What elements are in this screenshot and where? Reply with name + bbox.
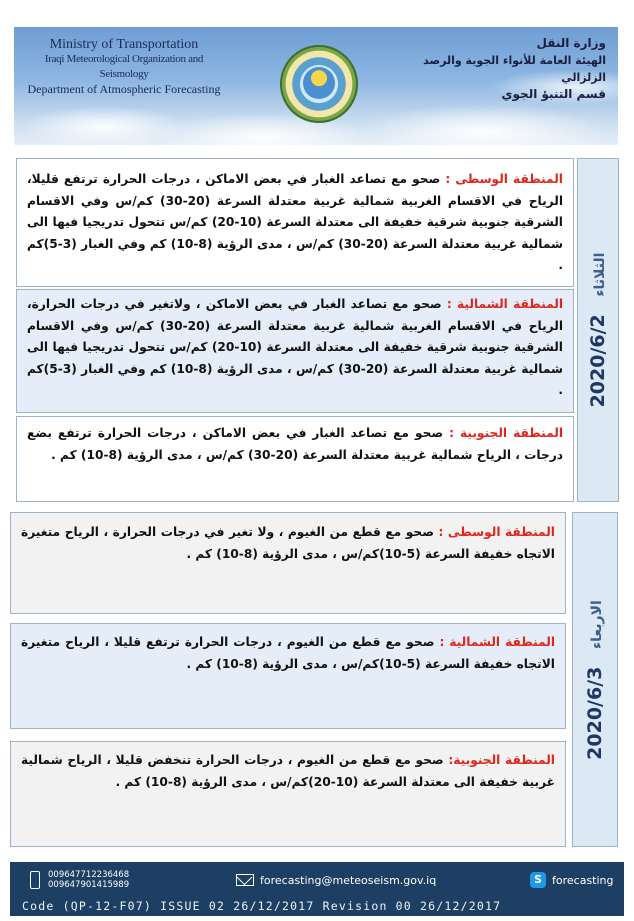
ministry-name-en: Ministry of Transportation (49, 37, 199, 52)
header-english (24, 37, 224, 97)
day2-date-label (584, 600, 606, 760)
skype-icon: S (530, 872, 546, 888)
department-name-ar: قسم التنبؤ الجوي (501, 87, 606, 101)
forecast-body: صحو مع قطع من الغيوم ، درجات الحرارة تنخفض قليلا ، الرياح شمالية غربية خفيفة الى معتدلة السرعة (10-20)كم/س ، مدى الرؤية (8-10) كم . (21, 753, 555, 789)
mail-icon (236, 874, 254, 886)
day1-date-label (587, 253, 609, 408)
region-title: المنطقة الوسطى : (445, 172, 563, 186)
document-code: Code (QP-12-F07) ISSUE 02 26/12/2017 Revision 00 26/12/2017 (22, 899, 502, 913)
day2-date: 2020/6/3 (584, 666, 606, 760)
region-title: المنطقة الجنوبية : (449, 426, 564, 440)
ministry-name-ar: وزارة النقل (536, 36, 606, 50)
forecast-text (27, 169, 563, 277)
forecast-body: صحو مع قطع من الغيوم ، درجات الحرارة ترتفع قليلا ، الرياح متغيرة الاتجاه خفيفة السرعة (5-10)كم/س ، مدى الرؤية (8-10) كم . (21, 635, 555, 671)
forecast-body: صحو مع قطع من الغيوم ، ولا تغير في درجات الحرارة ، الرياح متغيرة الاتجاه خفيفة السرعة (5-10)كم/س ، مدى الرؤية (8-10) كم . (21, 525, 555, 561)
phone-numbers (48, 870, 129, 890)
forecast-body: صحو مع تصاعد الغبار في بعض الاماكن ، درجات الحرارة ترتفع بضع درجات ، الرياح شمالية غربية معتدلة السرعة (20-30) كم/س ، مدى الرؤية (8-10) كم . (27, 426, 563, 462)
region-title: المنطقة الشمالية : (446, 297, 564, 311)
phone-number-1: 009647712236468 (48, 870, 130, 880)
day1-south-panel (16, 416, 574, 502)
forecast-text (21, 632, 555, 675)
forecast-body: صحو مع تصاعد الغبار في بعض الاماكن ، درجات الحرارة ترتفع قليلا، الرياح في الاقسام الغربية شمالية غربية معتدلة السرعة (20-30) كم/س وفي الاقسام الشرقية جنوبية شرقية خفيفة الى معتدلة السرعة (10-20) كم/س تتحول تدريجيا فيها الى شمالية غربية معتدلة السرعة (20-30) كم/س ، مدى الرؤية (8-10) كم وفي الغبار (3-5)كم . (27, 172, 564, 272)
forecast-text (27, 294, 563, 402)
forecast-text (27, 423, 563, 466)
department-name-en: Department of Atmospheric Forecasting (27, 82, 221, 96)
day1-central-panel (16, 158, 574, 287)
forecast-text (21, 750, 555, 793)
skype-handle[interactable]: forecasting (552, 874, 614, 887)
region-title: المنطقة الوسطى : (438, 525, 555, 539)
region-title: المنطقة الجنوبية: (448, 753, 555, 767)
day2-date-column (572, 512, 618, 847)
day1-date: 2020/6/2 (587, 314, 609, 408)
day1-weekday: الثلاثاء (592, 252, 608, 297)
forecast-body: صحو مع تصاعد الغبار في بعض الاماكن ، ولاتغير في درجات الحرارة، الرياح في الاقسام الغربية شمالية غربية معتدلة السرعة (20-30) كم/س وفي الاقسام الشرقية جنوبية شرقية خفيفة الى معتدلة السرعة (10-20) كم/س تتحول تدريجيا فيها الى شمالية غربية معتدلة السرعة (20-30) كم/س ، مدى الرؤية (8-10) كم وفي الغبار (3-5)كم . (27, 297, 564, 397)
email-link[interactable]: forecasting@meteoseism.gov.iq (260, 874, 437, 887)
day2-north-panel (10, 623, 566, 729)
phone-icon (30, 871, 40, 889)
day2-central-panel (10, 512, 566, 614)
organization-logo-icon (280, 45, 358, 123)
region-title: المنطقة الشمالية : (439, 635, 555, 649)
footer-bar (10, 862, 624, 916)
forecast-text (21, 522, 555, 565)
phone-number-2: 009647901415989 (48, 880, 130, 890)
day2-south-panel (10, 741, 566, 847)
header-arabic (406, 35, 606, 103)
header-banner (14, 27, 618, 145)
day2-weekday: الاربعاء (589, 599, 605, 649)
organization-name-ar: الهيئة العامة للأنواء الجوية والرصد الزلزالي (423, 54, 606, 84)
day1-date-column (577, 158, 619, 502)
organization-name-en: Iraqi Meteorological Organization and Seismology (44, 53, 204, 80)
day1-north-panel (16, 289, 574, 413)
